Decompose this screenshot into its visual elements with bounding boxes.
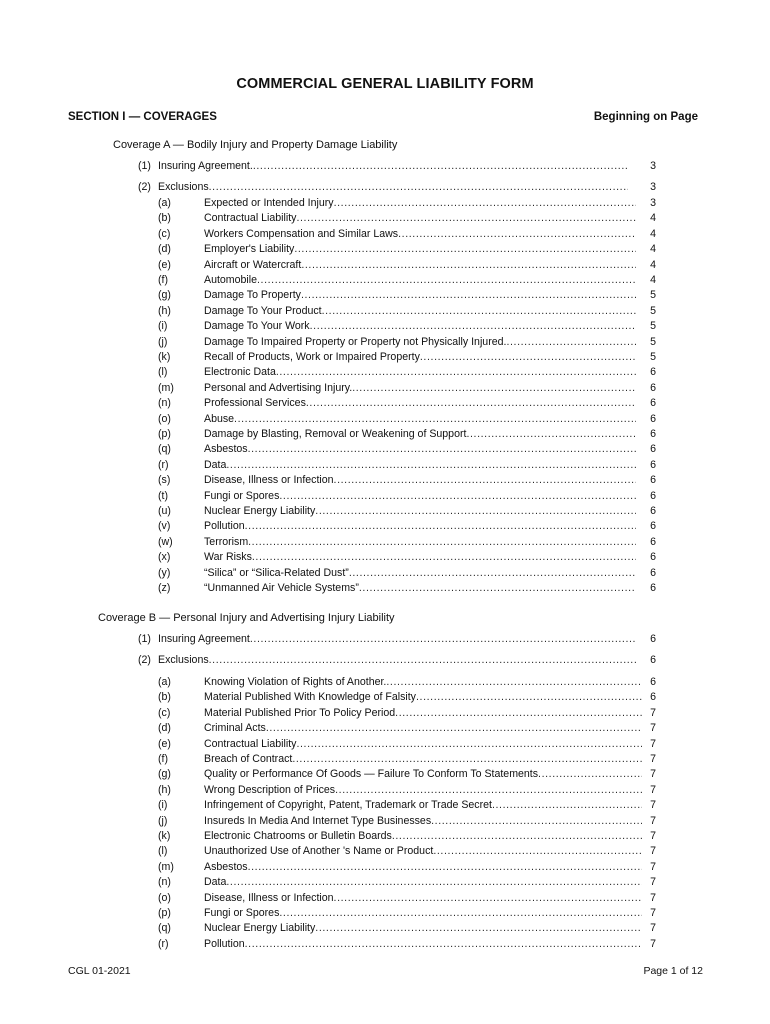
toc-label: (g) [158,768,171,781]
toc-page-number: 6 [650,397,656,410]
toc-entry-title: Insuring Agreement. [158,160,253,172]
toc-page-number: 6 [650,366,656,379]
dot-leader [296,737,642,752]
section-heading: SECTION I — COVERAGES [68,111,217,123]
dot-leader [349,566,636,581]
toc-page-number: 6 [650,551,656,564]
toc-entry-title: Aircraft or Watercraft [204,258,302,271]
toc-label: (a) [158,676,171,688]
toc-label: (n) [158,876,171,889]
toc-label: (u) [158,505,171,517]
dot-leader [250,632,636,647]
toc-entry-title: Automobile [204,274,257,286]
toc-label: (f) [158,753,168,765]
toc-entry-title: Contractual Liability [204,212,297,225]
coverage-a-exclusion-item [0,519,770,534]
toc-entry-title: Damage To Property [204,289,301,302]
coverage-b-exclusion-item [0,937,770,952]
toc-label: (2) [138,654,151,666]
toc-page-number: 6 [650,489,656,502]
toc-label: (t) [158,489,168,502]
coverage-b-exclusion-item [0,783,770,798]
toc-entry-title: Data [204,876,227,889]
dot-leader [334,196,636,211]
toc-page-number: 7 [650,706,656,719]
coverage-b-exclusion-item [0,690,770,705]
toc-page-number: 7 [650,737,656,750]
dot-leader [306,396,636,411]
dot-leader [334,891,642,906]
toc-entry-title: Knowing Violation of Rights of Another. [204,676,387,688]
toc-label: (x) [158,551,171,564]
dot-leader [433,844,642,859]
coverage-a-exclusion-item [0,458,770,473]
toc-entry-title: Expected or Intended Injury [204,197,334,209]
toc-label: (h) [158,783,171,796]
beginning-on-page-label: Beginning on Page [593,111,698,123]
toc-entry-title: Criminal Acts [204,722,266,735]
toc-page-number: 3 [650,197,656,209]
toc-label: (i) [158,320,168,333]
toc-entry-title: “Silica” or “Silica-Related Dust” [204,566,349,579]
toc-label: (1) [138,160,151,172]
toc-entry-title: Abuse [204,412,235,425]
toc-page-number: 6 [650,633,656,645]
coverage-b-exclusion-item [0,737,770,752]
toc-label: (j) [158,814,168,827]
toc-entry-title: Damage To Impaired Property or Property not Physically Injured. [204,335,507,348]
coverage-b-exclusion-item [0,829,770,844]
toc-label: (2) [138,181,151,193]
dot-leader [352,381,636,396]
toc-page-number: 5 [650,320,656,333]
coverage-a-exclusion-item [0,442,770,457]
toc-label: (m) [158,381,174,394]
coverage-a-exclusion-item [0,258,770,273]
toc-entry-title: Exclusions [158,654,209,666]
toc-label: (m) [158,860,174,873]
toc-label: (q) [158,922,171,935]
dot-leader [301,288,636,303]
toc-entry-title: Material Published With Knowledge of Falsity [204,691,416,704]
coverage-a-exclusion-item [0,350,770,365]
toc-label: (a) [158,197,171,209]
toc-page-number: 7 [650,830,656,842]
toc-entry-title: Contractual Liability [204,737,297,750]
dot-leader [276,365,636,380]
coverage-a-exclusion-item [0,304,770,319]
dot-leader [431,814,642,829]
toc-page-number: 6 [650,474,656,487]
toc-label: (c) [158,706,171,719]
dot-leader [296,211,636,226]
toc-entry-title: Infringement of Copyright, Patent, Trademark or Trade Secret [204,799,492,812]
coverage-b-exclusion-item [0,860,770,875]
toc-page-number: 6 [650,412,656,425]
toc-page-number: 6 [650,535,656,548]
coverage-a-exclusion-item [0,335,770,350]
dot-leader [506,335,636,350]
coverage-a-exclusion-item [0,535,770,550]
toc-page-number: 6 [650,381,656,394]
coverage-b-exclusion-item [0,875,770,890]
toc-label: (g) [158,289,171,302]
toc-page-number: 7 [650,937,656,950]
toc-entry-title: Electronic Chatrooms or Bulletin Boards [204,830,392,842]
dot-leader [392,829,642,844]
toc-entry-title: Data [204,458,227,471]
toc-entry-title: Pollution [204,937,245,950]
dot-leader [538,767,642,782]
toc-page-number: 7 [650,722,656,735]
coverage-b-exclusion-item [0,721,770,736]
dot-leader [209,180,628,195]
dot-leader [209,653,636,668]
toc-label: (l) [158,845,168,858]
toc-page-number: 7 [650,922,656,935]
toc-page-number: 4 [650,258,656,271]
dot-leader [301,258,636,273]
toc-page-number: 5 [650,304,656,317]
coverage-b-insuring-agreement [0,632,770,647]
toc-entry-title: Professional Services [204,397,306,410]
dot-leader [248,860,642,875]
toc-page-number: 5 [650,351,656,363]
toc-label: (f) [158,274,168,286]
toc-entry-title: Material Published Prior To Policy Period [204,706,396,719]
toc-entry-title: Quality or Performance Of Goods — Failure To Conform To Statements [204,768,539,781]
toc-entry-title: Damage To Your Work [204,320,310,333]
dot-leader [334,473,636,488]
dot-leader [279,489,636,504]
toc-entry-title: Breach of Contract [204,753,293,765]
dot-leader [315,921,642,936]
toc-entry-title: Workers Compensation and Similar Laws [204,227,399,240]
coverage-a-exclusion-item [0,504,770,519]
toc-label: (i) [158,799,168,812]
coverage-a-exclusion-item [0,288,770,303]
toc-label: (b) [158,212,171,225]
section-header [68,111,698,127]
toc-entry-title: Insureds In Media And Internet Type Businesses [204,814,432,827]
coverage-a-exclusion-item [0,396,770,411]
toc-label: (e) [158,737,171,750]
coverage-a-heading: Coverage A — Bodily Injury and Property Damage Liability [113,139,398,151]
toc-entry-title: Terrorism [204,535,249,548]
coverage-a-exclusion-item [0,196,770,211]
toc-page-number: 7 [650,814,656,827]
toc-entry-title: “Unmanned Air Vehicle Systems” [204,582,359,594]
coverage-b-exclusion-item [0,921,770,936]
coverage-a-exclusion-item [0,412,770,427]
toc-label: (d) [158,243,171,256]
toc-label: (r) [158,937,169,950]
toc-entry-title: Exclusions [158,181,209,193]
coverage-a-exclusion-item [0,211,770,226]
coverage-b-exclusion-item [0,675,770,690]
coverage-a-exclusion-item [0,365,770,380]
toc-label: (j) [158,335,168,348]
toc-page-number: 6 [650,458,656,471]
coverage-a-exclusion-item [0,227,770,242]
page-footer [68,965,703,979]
dot-leader [252,550,636,565]
dot-leader [234,412,636,427]
toc-label: (p) [158,907,171,919]
coverage-a-exclusion-item [0,273,770,288]
dot-leader [226,458,636,473]
toc-label: (b) [158,691,171,704]
toc-page-number: 7 [650,907,656,919]
toc-label: (1) [138,633,151,645]
dot-leader [335,783,642,798]
toc-page-number: 7 [650,876,656,889]
dot-leader [279,906,642,921]
coverage-a-exclusion-item [0,581,770,596]
page-number: Page 1 of 12 [643,965,703,977]
toc-label: (o) [158,412,171,425]
toc-label: (e) [158,258,171,271]
toc-page-number: 6 [650,691,656,704]
toc-entry-title: Recall of Products, Work or Impaired Property [204,351,420,363]
toc-page-number: 5 [650,289,656,302]
dot-leader [248,535,636,550]
dot-leader [266,721,642,736]
dot-leader [386,675,642,690]
form-id: CGL 01-2021 [68,965,131,977]
toc-page-number: 6 [650,428,656,440]
coverage-b-exclusion-item [0,798,770,813]
toc-label: (q) [158,443,171,456]
toc-entry-title: Nuclear Energy Liability [204,505,316,517]
coverage-b-exclusion-item [0,706,770,721]
toc-entry-title: Personal and Advertising Injury. [204,381,353,394]
toc-page-number: 3 [650,181,656,193]
toc-entry-title: Disease, Illness or Infection [204,891,334,904]
dot-leader [257,273,636,288]
coverage-a-exclusion-item [0,381,770,396]
toc-page-number: 4 [650,274,656,286]
dot-leader [420,350,636,365]
dot-leader [322,304,636,319]
coverage-a-exclusion-item [0,473,770,488]
toc-label: (r) [158,458,169,471]
coverage-b-exclusion-item [0,906,770,921]
toc-page-number: 7 [650,768,656,781]
coverage-a-exclusion-item [0,566,770,581]
dot-leader [292,752,642,767]
toc-entry-title: Employer's Liability [204,243,295,256]
dot-leader [294,242,636,257]
toc-label: (w) [158,535,173,548]
coverage-a-exclusion-item [0,550,770,565]
toc-entry-title: Wrong Description of Prices [204,783,336,796]
toc-entry-title: Asbestos [204,860,248,873]
coverage-a-exclusion-item [0,427,770,442]
toc-entry-title: Nuclear Energy Liability [204,922,316,935]
coverage-a-exclusion-item [0,319,770,334]
toc-page-number: 4 [650,243,656,256]
toc-page-number: 3 [650,160,656,172]
toc-entry-title: Insuring Agreement [158,633,250,645]
dot-leader [245,519,636,534]
dot-leader [245,937,642,952]
coverage-b-exclusion-item [0,752,770,767]
toc-entry-title: Unauthorized Use of Another 's Name or Product [204,845,434,858]
toc-page-number: 5 [650,335,656,348]
toc-entry-title: Damage To Your Product [204,304,322,317]
toc-label: (s) [158,474,171,487]
coverage-b-exclusion-item [0,767,770,782]
toc-page-number: 6 [650,582,656,594]
toc-label: (p) [158,428,171,440]
coverage-a-exclusion-item [0,242,770,257]
toc-label: (c) [158,227,171,240]
dot-leader [315,504,636,519]
toc-label: (o) [158,891,171,904]
dot-leader [310,319,636,334]
toc-page-number: 7 [650,845,656,858]
toc-entry-title: Fungi or Spores [204,489,280,502]
toc-label: (y) [158,566,171,579]
toc-page-number: 7 [650,799,656,812]
coverage-a-exclusion-item [0,489,770,504]
toc-entry-title: Fungi or Spores [204,907,280,919]
toc-label: (d) [158,722,171,735]
toc-page-number: 7 [650,753,656,765]
toc-entry-title: War Risks [204,551,252,564]
toc-entry-title: Electronic Data [204,366,276,379]
toc-label: (h) [158,304,171,317]
toc-page-number: 7 [650,860,656,873]
toc-label: (k) [158,830,171,842]
coverage-a-exclusions [0,180,770,195]
dot-leader [416,690,642,705]
dot-leader [395,706,642,721]
coverage-b-exclusions [0,653,770,668]
dot-leader [226,875,642,890]
toc-label: (z) [158,582,171,594]
document-title: COMMERCIAL GENERAL LIABILITY FORM [236,76,534,92]
coverage-a-insuring-agreement [0,159,770,174]
toc-entry-title: Disease, Illness or Infection [204,474,334,487]
toc-label: (k) [158,351,171,363]
dot-leader [398,227,636,242]
toc-page-number: 7 [650,891,656,904]
toc-page-number: 6 [650,566,656,579]
dot-leader [253,159,628,174]
toc-entry-title: Asbestos [204,443,248,456]
toc-entry-title: Pollution [204,520,245,533]
dot-leader [359,581,636,596]
toc-page-number: 7 [650,783,656,796]
toc-label: (l) [158,366,168,379]
toc-page-number: 6 [650,443,656,456]
coverage-b-exclusion-item [0,844,770,859]
toc-page-number: 4 [650,212,656,225]
toc-entry-title: Damage by Blasting, Removal or Weakening of Support [204,428,467,440]
coverage-b-exclusion-item [0,891,770,906]
dot-leader [466,427,636,442]
toc-page-number: 6 [650,505,656,517]
coverage-b-exclusion-item [0,814,770,829]
toc-page-number: 6 [650,676,656,688]
toc-page-number: 4 [650,227,656,240]
toc-label: (v) [158,520,171,533]
coverage-b-heading: Coverage B — Personal Injury and Advertising Injury Liability [98,612,395,624]
dot-leader [248,442,636,457]
toc-label: (n) [158,397,171,410]
toc-page-number: 6 [650,654,656,666]
dot-leader [492,798,642,813]
toc-page-number: 6 [650,520,656,533]
